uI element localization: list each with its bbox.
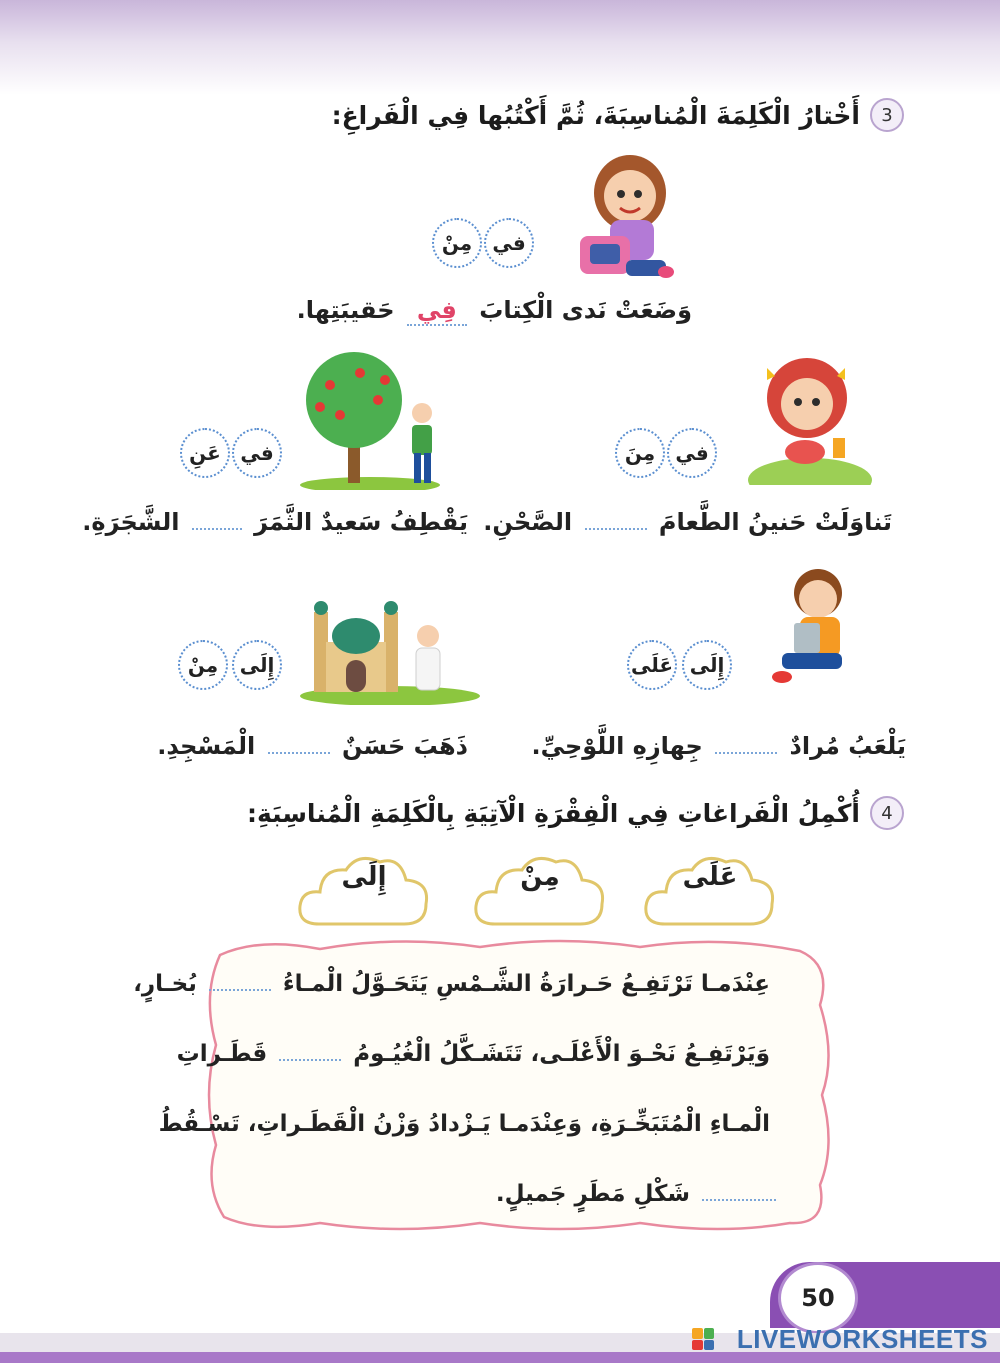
option-chip[interactable]: في xyxy=(232,428,282,478)
question-number: 4 xyxy=(870,796,904,830)
passage-line-4 xyxy=(496,1181,780,1207)
answer-blank[interactable] xyxy=(209,989,271,991)
option-chip[interactable]: عَنِ xyxy=(180,428,230,478)
line-after: قَطَـراتِ xyxy=(176,1041,268,1067)
word-cloud xyxy=(470,846,610,932)
line-after: شَكْلِ مَطَرٍ جَميلٍ. xyxy=(495,1181,690,1207)
answer-blank[interactable] xyxy=(702,1199,776,1201)
line-before: عِنْدَمـا تَرْتَفِـعُ حَـرارَةُ الشَّـمْسِ يَتَحَـوَّلُ الْمـاءُ xyxy=(282,971,770,997)
option-chip[interactable]: مِنْ xyxy=(178,640,228,690)
cloud-word[interactable]: إِلَى xyxy=(341,862,387,892)
passage-line-2 xyxy=(177,1041,770,1067)
sentence-after: الشَّجَرَةِ. xyxy=(82,508,180,536)
sentence-after: حَقيبَتِها. xyxy=(296,296,395,324)
question-3-header xyxy=(332,98,904,132)
option-chip[interactable]: في xyxy=(484,218,534,268)
sentence-after: الْمَسْجِدِ. xyxy=(157,732,256,760)
option-chip[interactable]: مِنَ xyxy=(615,428,665,478)
question-instruction: أُكْمِلُ الْفَراغاتِ فِي الْفِقْرَةِ الْآتِيَةِ بِالْكَلِمَةِ الْمُناسِبَةِ: xyxy=(246,798,860,828)
sentence-after: جِهازِهِ اللَّوْحِيِّ. xyxy=(531,732,703,760)
answer-blank[interactable] xyxy=(279,1059,341,1061)
answer-blank[interactable] xyxy=(585,528,647,530)
answer-blank[interactable] xyxy=(715,752,777,754)
question-instruction: أَخْتارُ الْكَلِمَةَ الْمُناسِبَةَ، ثُمَّ أَكْتُبُها فِي الْفَراغِ: xyxy=(331,100,860,130)
answer-blank[interactable] xyxy=(268,752,330,754)
brand-name[interactable]: LIVEWORKSHEETS xyxy=(736,1324,988,1354)
answer-blank[interactable]: فِي xyxy=(407,296,467,326)
option-chip[interactable]: مِنْ xyxy=(432,218,482,268)
option-chip[interactable]: إِلَى xyxy=(232,640,282,690)
apple-tree-illustration xyxy=(300,345,450,490)
word-cloud xyxy=(294,846,434,932)
sentence-after: الصَّحْنِ. xyxy=(483,508,573,536)
cloud-word[interactable]: عَلَى xyxy=(682,862,738,892)
sentence-before: يَقْطِفُ سَعيدٌ الثَّمَرَ xyxy=(254,508,468,536)
option-chip[interactable]: في xyxy=(667,428,717,478)
line-after: بُخـارٍ، xyxy=(133,971,197,997)
girl-eating-illustration xyxy=(745,350,875,485)
answer-blank[interactable] xyxy=(192,528,242,530)
line-before: وَيَرْتَفِـعُ نَحْـوَ الْأَعْلَـى، تَتَشَـكَّلُ الْغُيُـومُ xyxy=(353,1041,770,1067)
option-chip[interactable]: عَلَى xyxy=(627,640,677,690)
question-4-header xyxy=(247,796,904,830)
passage-line-1 xyxy=(133,971,770,997)
sentence-4 xyxy=(532,732,906,760)
sentence-before: تَناوَلَتْ حَنينُ الطَّعامَ xyxy=(658,508,892,536)
sentence-before: ذَهَبَ حَسَنٌ xyxy=(341,732,468,760)
girl-with-bag-illustration xyxy=(570,148,680,288)
sentence-3 xyxy=(82,508,468,536)
sentence-before: يَلْعَبُ مُرادٌ xyxy=(789,732,906,760)
word-cloud xyxy=(640,846,780,932)
question-number: 3 xyxy=(870,98,904,132)
passage-box xyxy=(133,935,840,1235)
boy-with-tablet-illustration xyxy=(770,565,860,690)
header-band xyxy=(0,0,1000,95)
mosque-illustration xyxy=(300,590,480,705)
sentence-5 xyxy=(157,732,468,760)
sentence-1 xyxy=(297,296,692,324)
sentence-2 xyxy=(483,508,892,536)
page-number: 50 xyxy=(778,1262,858,1334)
cloud-word[interactable]: مِنْ xyxy=(520,862,560,892)
liveworksheets-logo-icon xyxy=(692,1328,714,1350)
passage-line-3: الْمـاءِ الْمُتَبَخِّـرَةِ، وَعِنْدَمـا يَـزْدادُ وَزْنُ الْقَطَـراتِ، تَسْـقُطُ xyxy=(158,1111,770,1137)
option-chip[interactable]: إِلَى xyxy=(682,640,732,690)
sentence-before: وَضَعَتْ نَدى الْكِتابَ xyxy=(479,296,692,324)
